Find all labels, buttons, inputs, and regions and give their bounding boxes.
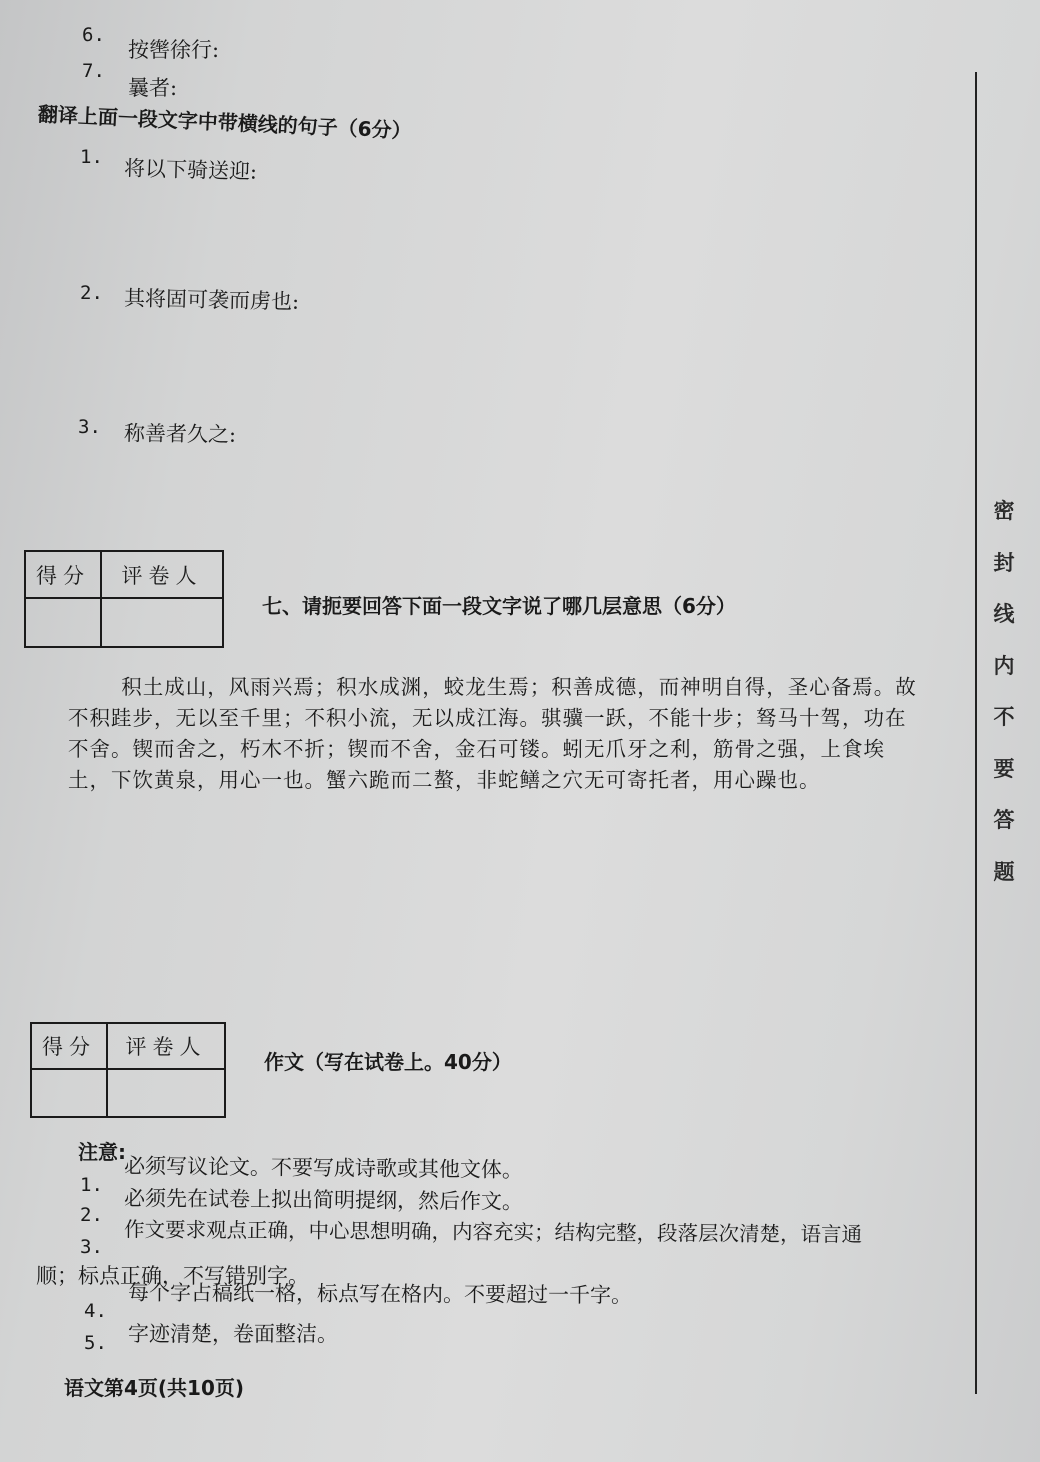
translate-heading: 翻译上面一段文字中带横线的句子（6分） <box>37 102 413 143</box>
item-7-number: 7. <box>82 60 105 82</box>
item-7-text: 曩者: <box>128 76 178 100</box>
note-5-text: 字迹清楚，卷面整洁。 <box>128 1322 338 1346</box>
note-4-text: 每个字占稿纸一格，标点写在格内。不要超过一千字。 <box>127 1280 633 1308</box>
note-1-text: 必须写议论文。不要写成诗歌或其他文体。 <box>123 1153 524 1183</box>
translate-item-1-number: 1. <box>80 146 103 168</box>
item-6-number: 6. <box>82 24 105 46</box>
q7-passage: 积土成山，风雨兴焉；积水成渊，蛟龙生焉；积善成德，而神明自得，圣心备焉。故不积跬步，无以至千里；不积小流，无以成江海。骐骥一跃，不能十步；驽马十驾，功在不舍。锲而舍之，朽木不折；锲而不舍，金石可镂。蚓无爪牙之利，筋骨之强，上食埃土，下饮黄泉，用心一也。蟹六跪而二螯，非蛇鳝之穴无可寄托者，用心躁也。 <box>68 675 917 792</box>
essay-title: 作文（写在试卷上。40分） <box>264 1050 512 1074</box>
note-3-number: 3. <box>80 1236 103 1258</box>
note-5-number: 5. <box>84 1332 107 1354</box>
note-3-continued: 顺；标点正确，不写错别字。 <box>36 1264 309 1288</box>
score-box-essay <box>30 1022 226 1118</box>
translate-item-3-text: 称善者久之: <box>123 421 237 447</box>
score-box-q7 <box>24 550 224 648</box>
translate-item-1-text: 将以下骑送迎: <box>123 156 258 184</box>
score-label: 得分 <box>32 1024 108 1070</box>
seal-char: 不 <box>993 705 1015 729</box>
item-6-text: 按辔徐行: <box>128 38 220 62</box>
seal-text <box>990 486 1018 898</box>
seal-char: 封 <box>993 550 1015 575</box>
grader-label: 评卷人 <box>108 1024 224 1070</box>
seal-char: 题 <box>993 859 1015 884</box>
note-1-number: 1. <box>80 1174 103 1196</box>
note-2-text: 必须先在试卷上拟出简明提纲，然后作文。 <box>123 1186 524 1214</box>
seal-char: 答 <box>993 808 1015 832</box>
seal-line <box>975 72 977 1394</box>
translate-item-2-text: 其将固可袭而虏也: <box>123 286 300 314</box>
notes-heading: 注意: <box>78 1140 126 1164</box>
grader-blank[interactable] <box>102 599 222 646</box>
note-4-number: 4. <box>84 1300 107 1322</box>
grader-label: 评卷人 <box>102 552 222 599</box>
seal-char: 要 <box>993 756 1015 781</box>
q7-title: 七、请扼要回答下面一段文字说了哪几层意思（6分） <box>262 594 736 618</box>
seal-char: 密 <box>993 499 1015 523</box>
score-blank[interactable] <box>32 1070 108 1116</box>
page-footer: 语文第4页(共10页) <box>64 1376 245 1400</box>
translate-item-3-number: 3. <box>78 416 101 438</box>
score-blank[interactable] <box>26 599 102 646</box>
seal-char: 内 <box>993 653 1015 678</box>
translate-item-2-number: 2. <box>80 282 103 304</box>
score-label: 得分 <box>26 552 102 599</box>
seal-char: 线 <box>993 602 1015 626</box>
note-3-text: 作文要求观点正确，中心思想明确，内容充实；结构完整，段落层次清楚，语言通 <box>123 1217 863 1247</box>
grader-blank[interactable] <box>108 1070 224 1116</box>
note-2-number: 2. <box>80 1204 103 1226</box>
